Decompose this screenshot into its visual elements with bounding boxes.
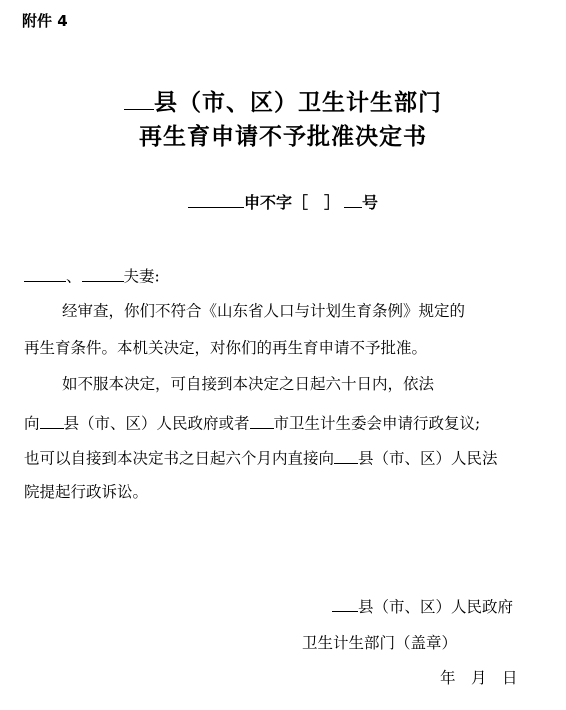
paragraph-2-line-3 xyxy=(24,448,498,467)
salutation xyxy=(24,266,160,285)
signature-government xyxy=(332,595,513,617)
wife-name-blank xyxy=(82,266,124,282)
doc-number-middle: 申不字［ ］ xyxy=(243,193,340,212)
signature-date: 年 月 日 xyxy=(440,669,518,687)
salutation-separator: 、 xyxy=(66,267,82,286)
county-blank-2 xyxy=(40,413,64,429)
husband-name-blank xyxy=(24,266,66,282)
doc-prefix-blank xyxy=(188,192,244,208)
p2-l2-a: 向 xyxy=(24,414,40,433)
p2-l2-b: 县（市、区）人民政府或者 xyxy=(63,414,250,433)
attachment-label: 附件 4 xyxy=(22,12,68,30)
p2-l3-b: 县（市、区）人民法 xyxy=(358,449,498,468)
county-blank-sig xyxy=(332,596,358,612)
signature-government-text: 县（市、区）人民政府 xyxy=(358,598,514,616)
doc-number-end: 号 xyxy=(362,193,379,212)
paragraph-1-line-2: 再生育条件。本机关决定，对你们的再生育申请不予批准。 xyxy=(24,339,428,357)
paragraph-1-line-1: 经审查，你们不符合《山东省人口与计划生育条例》规定的 xyxy=(62,302,466,320)
paragraph-2-line-4: 院提起行政诉讼。 xyxy=(24,483,149,501)
paragraph-2-line-1: 如不服本决定，可自接到本决定之日起六十日内，依法 xyxy=(62,375,435,393)
document-number xyxy=(0,190,566,213)
p2-l3-a: 也可以自接到本决定书之日起六个月内直接向 xyxy=(24,449,335,468)
salutation-suffix: 夫妻: xyxy=(123,267,160,286)
title-line-1-text: 县（市、区）卫生计生部门 xyxy=(154,89,442,116)
title-line-2: 再生育申请不予批准决定书 xyxy=(139,123,427,150)
doc-number-blank xyxy=(344,192,362,208)
city-blank xyxy=(250,413,274,429)
paragraph-2-line-2 xyxy=(24,413,480,432)
county-blank-3 xyxy=(334,448,358,464)
county-blank xyxy=(124,87,154,110)
title-line-1 xyxy=(0,84,566,117)
p2-l2-c: 市卫生计生委会申请行政复议; xyxy=(273,414,481,433)
signature-department: 卫生计生部门（盖章） xyxy=(302,634,458,652)
